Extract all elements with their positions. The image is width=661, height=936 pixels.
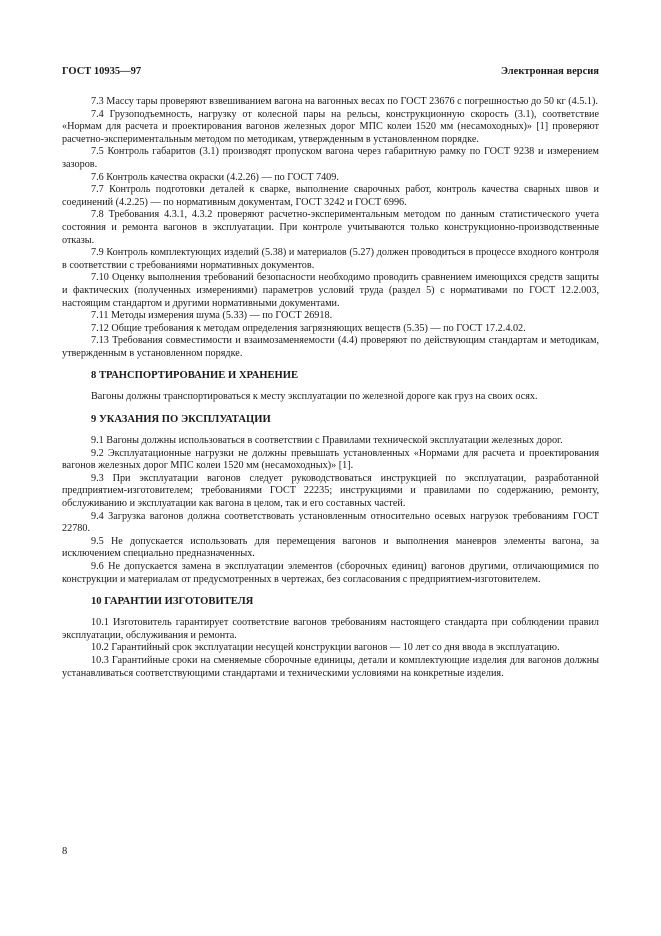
paragraph-9-3: 9.3 При эксплуатации вагонов следует руководствоваться инструкцией по эксплуатации, разработанной предприятием-изготовителем; требованиями ГОСТ 22235; инструкциями и правилами по содержанию, ремонту, обслуживанию и эксплуатации как вагона в целом, так и его составных частей. [62, 472, 599, 510]
paragraph-10-3: 10.3 Гарантийные сроки на сменяемые сборочные единицы, детали и комплектующие изделия для вагонов должны устанавливаться соответствующими стандартами и техническими условиями на конкретные изделия. [62, 654, 599, 679]
paragraph-7-3: 7.3 Массу тары проверяют взвешиванием вагона на вагонных весах по ГОСТ 23676 с погрешностью до 50 кг (4.5.1). [91, 96, 598, 107]
paragraph-7-12: 7.12 Общие требования к методам определения загрязняющих веществ (5.35) — по ГОСТ 17.2.4.02. [91, 322, 526, 334]
paragraph-9-2: 9.2 Эксплуатационные нагрузки не должны превышать установленных «Нормами для расчета и проектирования вагонов железных дорог МПС колеи 1520 мм (несамоходных)» [1]. [62, 447, 599, 472]
paragraph-7-5: 7.5 Контроль габаритов (3.1) производят пропуском вагона через габаритную рамку по ГОСТ 9238 и измерением зазоров. [62, 146, 599, 170]
paragraph-9-4: 9.4 Загрузка вагонов должна соответствовать установленным относительно осевых нагрузок требованиям ГОСТ 22780. [62, 510, 599, 535]
paragraph-9-1: 9.1 Вагоны должны использоваться в соответствии с Правилами технической эксплуатации железных дорог. [91, 435, 563, 447]
page-number: 8 [62, 846, 68, 857]
paragraph-7-10: 7.10 Оценку выполнения требований безопасности необходимо проводить сравнением имеющихся средств защиты и фактических (полученных измерениями) параметров условий труда (раздел 5) с нормативами по ГОСТ 12.2.003, настоящим стандартом и другими нормативными документами. [62, 272, 599, 309]
page-header [62, 66, 599, 77]
paragraph-8: Вагоны должны транспортироваться к месту эксплуатации по железной дороге как груз на своих осях. [91, 391, 538, 403]
paragraph-9-6: 9.6 Не допускается замена в эксплуатации элементов (сборочных единиц) вагонов другими, отличающимися по конструкции и материалам от предусмотренных в чертежах, без согласования с предприятием-изготовителем. [62, 561, 599, 585]
paragraph-9-5: 9.5 Не допускается использовать для перемещения вагонов и выполнения маневров элементы вагона, за исключением специально предназначенных. [62, 535, 599, 560]
page-content [62, 96, 599, 680]
section-8-title: 8 ТРАНСПОРТИРОВАНИЕ И ХРАНЕНИЕ [91, 370, 299, 382]
edition-label: Электронная версия [500, 66, 599, 77]
paragraph-7-7: 7.7 Контроль подготовки деталей к сварке, выполнение сварочных работ, контроль качества сварных швов и соединений (4.2.25) — по нормативным документам, ГОСТ 3242 и ГОСТ 6996. [62, 184, 599, 208]
paragraph-10-1: 10.1 Изготовитель гарантирует соответствие вагонов требованиям настоящего стандарта при соблюдении правил эксплуатации, обслуживания и ремонта. [62, 617, 599, 641]
paragraph-7-9: 7.9 Контроль комплектующих изделий (5.38) и материалов (5.27) должен проводиться в процессе входного контроля в соответствии с требованиями нормативных документов. [62, 247, 599, 271]
paragraph-7-6: 7.6 Контроль качества окраски (4.2.26) — по ГОСТ 7409. [91, 171, 339, 183]
paragraph-7-13: 7.13 Требования совместимости и взаимозаменяемости (4.4) проверяют по действующим стандартам и методикам, утвержденным в установленном порядке. [62, 335, 599, 359]
section-10-title: 10 ГАРАНТИИ ИЗГОТОВИТЕЛЯ [91, 596, 254, 608]
paragraph-7-8: 7.8 Требования 4.3.1, 4.3.2 проверяют расчетно-экспериментальным методом по данным статистического учета состояния и ремонта вагонов в эксплуатации. При контроле учитываются только конструкционно-производственные отказы. [62, 209, 599, 246]
paragraph-10-2: 10.2 Гарантийный срок эксплуатации несущей конструкции вагонов — 10 лет со дня ввода в эксплуатацию. [91, 642, 560, 654]
paragraph-7-4: 7.4 Грузоподъемность, нагрузку от колесной пары на рельсы, конструкционную скорость (3.1), соответствие «Нормам для расчета и проектирования вагонов железных дорог МПС колеи 1520 мм (несамоходных)» [1] проверяют расчетно-экспериментальным методом по методикам, утвержденным в установленном порядке. [62, 108, 599, 145]
standard-code: ГОСТ 10935—97 [62, 66, 142, 77]
paragraph-7-11: 7.11 Методы измерения шума (5.33) — по ГОСТ 26918. [91, 310, 333, 322]
section-9-title: 9 УКАЗАНИЯ ПО ЭКСПЛУАТАЦИИ [91, 414, 271, 426]
